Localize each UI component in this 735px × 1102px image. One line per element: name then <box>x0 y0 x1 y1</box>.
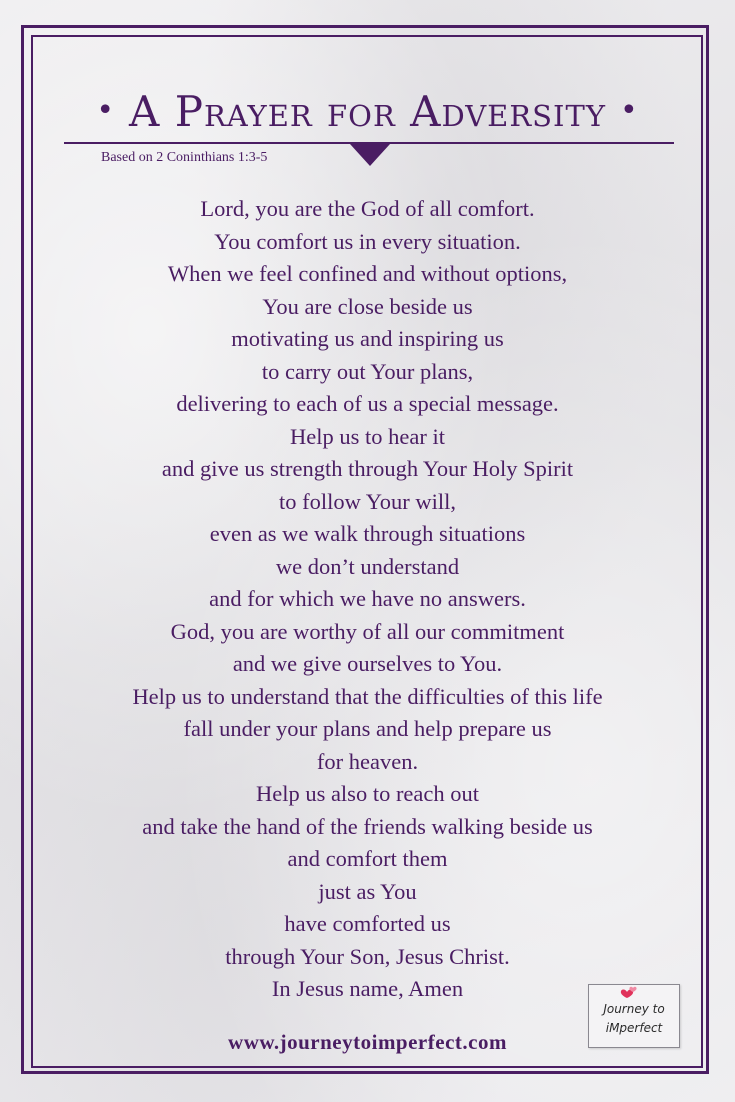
page-title <box>0 84 735 139</box>
prayer-line: and for which we have no answers. <box>209 586 526 611</box>
prayer-line: fall under your plans and help prepare us <box>183 716 552 741</box>
prayer-line: Help us to understand that the difficulties of this life <box>132 683 603 709</box>
prayer-line: have comforted us <box>284 911 451 936</box>
title-bullet-left: • <box>96 93 116 128</box>
logo-line-2: iMperfect <box>605 1021 663 1035</box>
prayer-line: just as You <box>318 878 417 904</box>
scripture-reference: Based on 2 Coninthians 1:3-5 <box>101 150 268 165</box>
prayer-line: You comfort us in every situation. <box>214 228 521 254</box>
prayer-line: Lord, you are the God of all comfort. <box>200 196 535 221</box>
prayer-line: motivating us and inspiring us <box>231 326 504 351</box>
prayer-line: to carry out Your plans, <box>261 358 474 384</box>
prayer-line: Help us to hear it <box>290 423 445 449</box>
logo-line-1: Journey to <box>603 1002 665 1016</box>
prayer-line: and we give ourselves to You. <box>232 651 503 676</box>
prayer-line: delivering to each of us a special message. <box>176 391 559 416</box>
prayer-line: through Your Son, Jesus Christ. <box>225 943 510 969</box>
hearts-icon <box>621 987 637 998</box>
prayer-line: Help us also to reach out <box>255 781 480 806</box>
prayer-line: for heaven. <box>316 748 419 774</box>
prayer-line: even as we walk through situations <box>209 521 526 546</box>
prayer-line: You are close beside us <box>262 293 473 319</box>
prayer-line: to follow Your will, <box>279 488 456 514</box>
prayer-text <box>0 193 735 1006</box>
prayer-line: we don’t understand <box>275 553 460 579</box>
prayer-line: God, you are worthy of all our commitment <box>170 618 565 644</box>
title-divider-notch <box>350 144 390 166</box>
prayer-line: and comfort them <box>287 846 448 871</box>
title-text: A Prayer for Adversity <box>129 87 606 136</box>
website-link[interactable]: www.journeytoimperfect.com <box>228 1030 507 1054</box>
prayer-line: and give us strength through Your Holy Spirit <box>161 456 574 481</box>
prayer-line: In Jesus name, Amen <box>271 976 464 1001</box>
title-bullet-right: • <box>619 93 639 128</box>
prayer-line: When we feel confined and without options, <box>167 261 568 286</box>
prayer-line: and take the hand of the friends walking beside us <box>142 813 593 839</box>
